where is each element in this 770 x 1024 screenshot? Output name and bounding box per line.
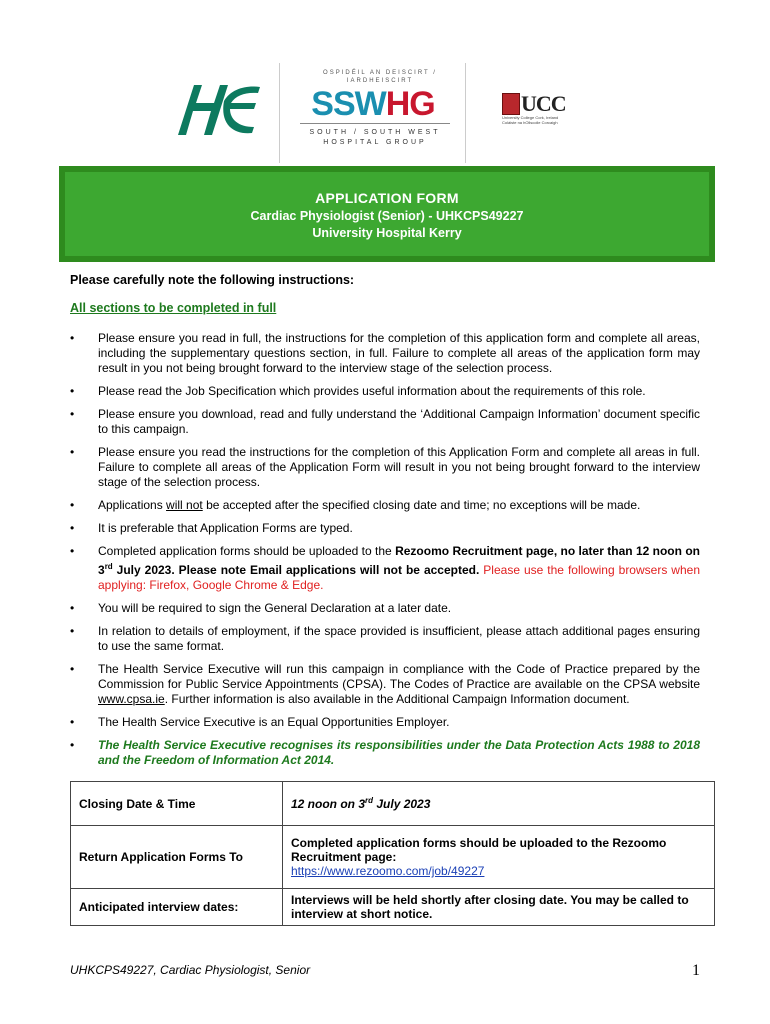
hospital-name: University Hospital Kerry [312,226,462,240]
form-title: APPLICATION FORM [315,190,459,206]
footer-text: UHKCPS49227, Cardiac Physiologist, Senior [70,963,311,977]
logo-rule [300,123,450,124]
ssw-irish-name: OSPIDÉIL AN DEISCIRT / IARDHEISCIRT [323,70,437,84]
role-title: Cardiac Physiologist (Senior) - UHKCPS49227 [250,209,524,223]
table-row [71,889,715,926]
interview-dates-label: Anticipated interview dates: [71,889,283,926]
ucc-crest-icon [502,93,520,115]
logo-header [0,55,770,167]
list-item: • Please ensure you read the instructions for the completion of this Application Form and complete all areas in full. Failure to complete all areas of the Application Form will result in you not being brought forward to the interview stage of the selection process. [70,445,700,489]
logo-divider [465,63,466,163]
rezoomo-link[interactable]: https://www.rezoomo.com/job/49227 [291,864,485,878]
instructions-list [70,331,700,776]
closing-date-value: 12 noon on 3rd July 2023 [283,782,715,826]
table-row [71,782,715,826]
list-item: • Please ensure you read in full, the instructions for the completion of this application form and complete all areas, including the supplementary questions section, in full. Failure to complete all areas of the application form may result in you not being brought forward to the interview stage of the selection process. [70,331,700,375]
list-item: • The Health Service Executive recognises its responsibilities under the Data Protection Acts 1988 to 2018 and the Freedom of Information Act 2014. [70,738,700,767]
list-item: • Completed application forms should be uploaded to the Rezoomo Recruitment page, no later than 12 noon on 3rd July 2023. Please note Email applications will not be accepted. Please use the following browsers when applying: Firefox, Google Chrome & Edge. [70,544,700,592]
list-item: • You will be required to sign the General Declaration at a later date. [70,601,452,615]
logo-divider [279,63,280,163]
return-forms-value: Completed application forms should be uploaded to the Rezoomo Recruitment page: https://www.rezoomo.com/job/49227 [283,826,715,889]
instructions-heading: Please carefully note the following instructions: [70,273,355,287]
list-item: • The Health Service Executive is an Equal Opportunities Employer. [70,715,450,729]
return-forms-label: Return Application Forms To [71,826,283,889]
ssw-group-name: SOUTH / SOUTH WEST HOSPITAL GROUP [309,129,441,146]
list-item: • Please ensure you download, read and fully understand the ‘Additional Campaign Information’ document specific to this campaign. [70,407,700,436]
ucc-logo: UCC University College Cork, Ireland Coláiste na hOllscoile Corcaigh [502,91,566,125]
interview-dates-value: Interviews will be held shortly after closing date. You may be called to interview at short notice. [283,889,715,926]
cpsa-link[interactable]: www.cpsa.ie [98,692,165,706]
list-item: • In relation to details of employment, if the space provided is insufficient, please attach additional pages ensuring to use the same format. [70,624,700,653]
hse-logo [176,79,262,139]
list-item: • Please read the Job Specification which provides useful information about the requirements of this role. [70,384,646,398]
details-table [70,781,715,926]
all-sections-note: All sections to be completed in full [70,301,277,315]
list-item: • Applications will not be accepted after the specified closing date and time; no exceptions will be made. [70,498,641,512]
closing-date-label: Closing Date & Time [71,782,283,826]
list-item: • It is preferable that Application Forms are typed. [70,521,353,535]
table-row [71,826,715,889]
title-banner [59,166,715,262]
page-number: 1 [692,962,700,979]
list-item: • The Health Service Executive will run this campaign in compliance with the Code of Practice prepared by the Commission for Public Service Appointments (CPSA). The Codes of Practice are available on the CPSA website www.cpsa.ie. Further information is also available in the Additional Campaign Information document. [70,662,700,706]
sswhg-logo: SSWHG [311,85,435,123]
